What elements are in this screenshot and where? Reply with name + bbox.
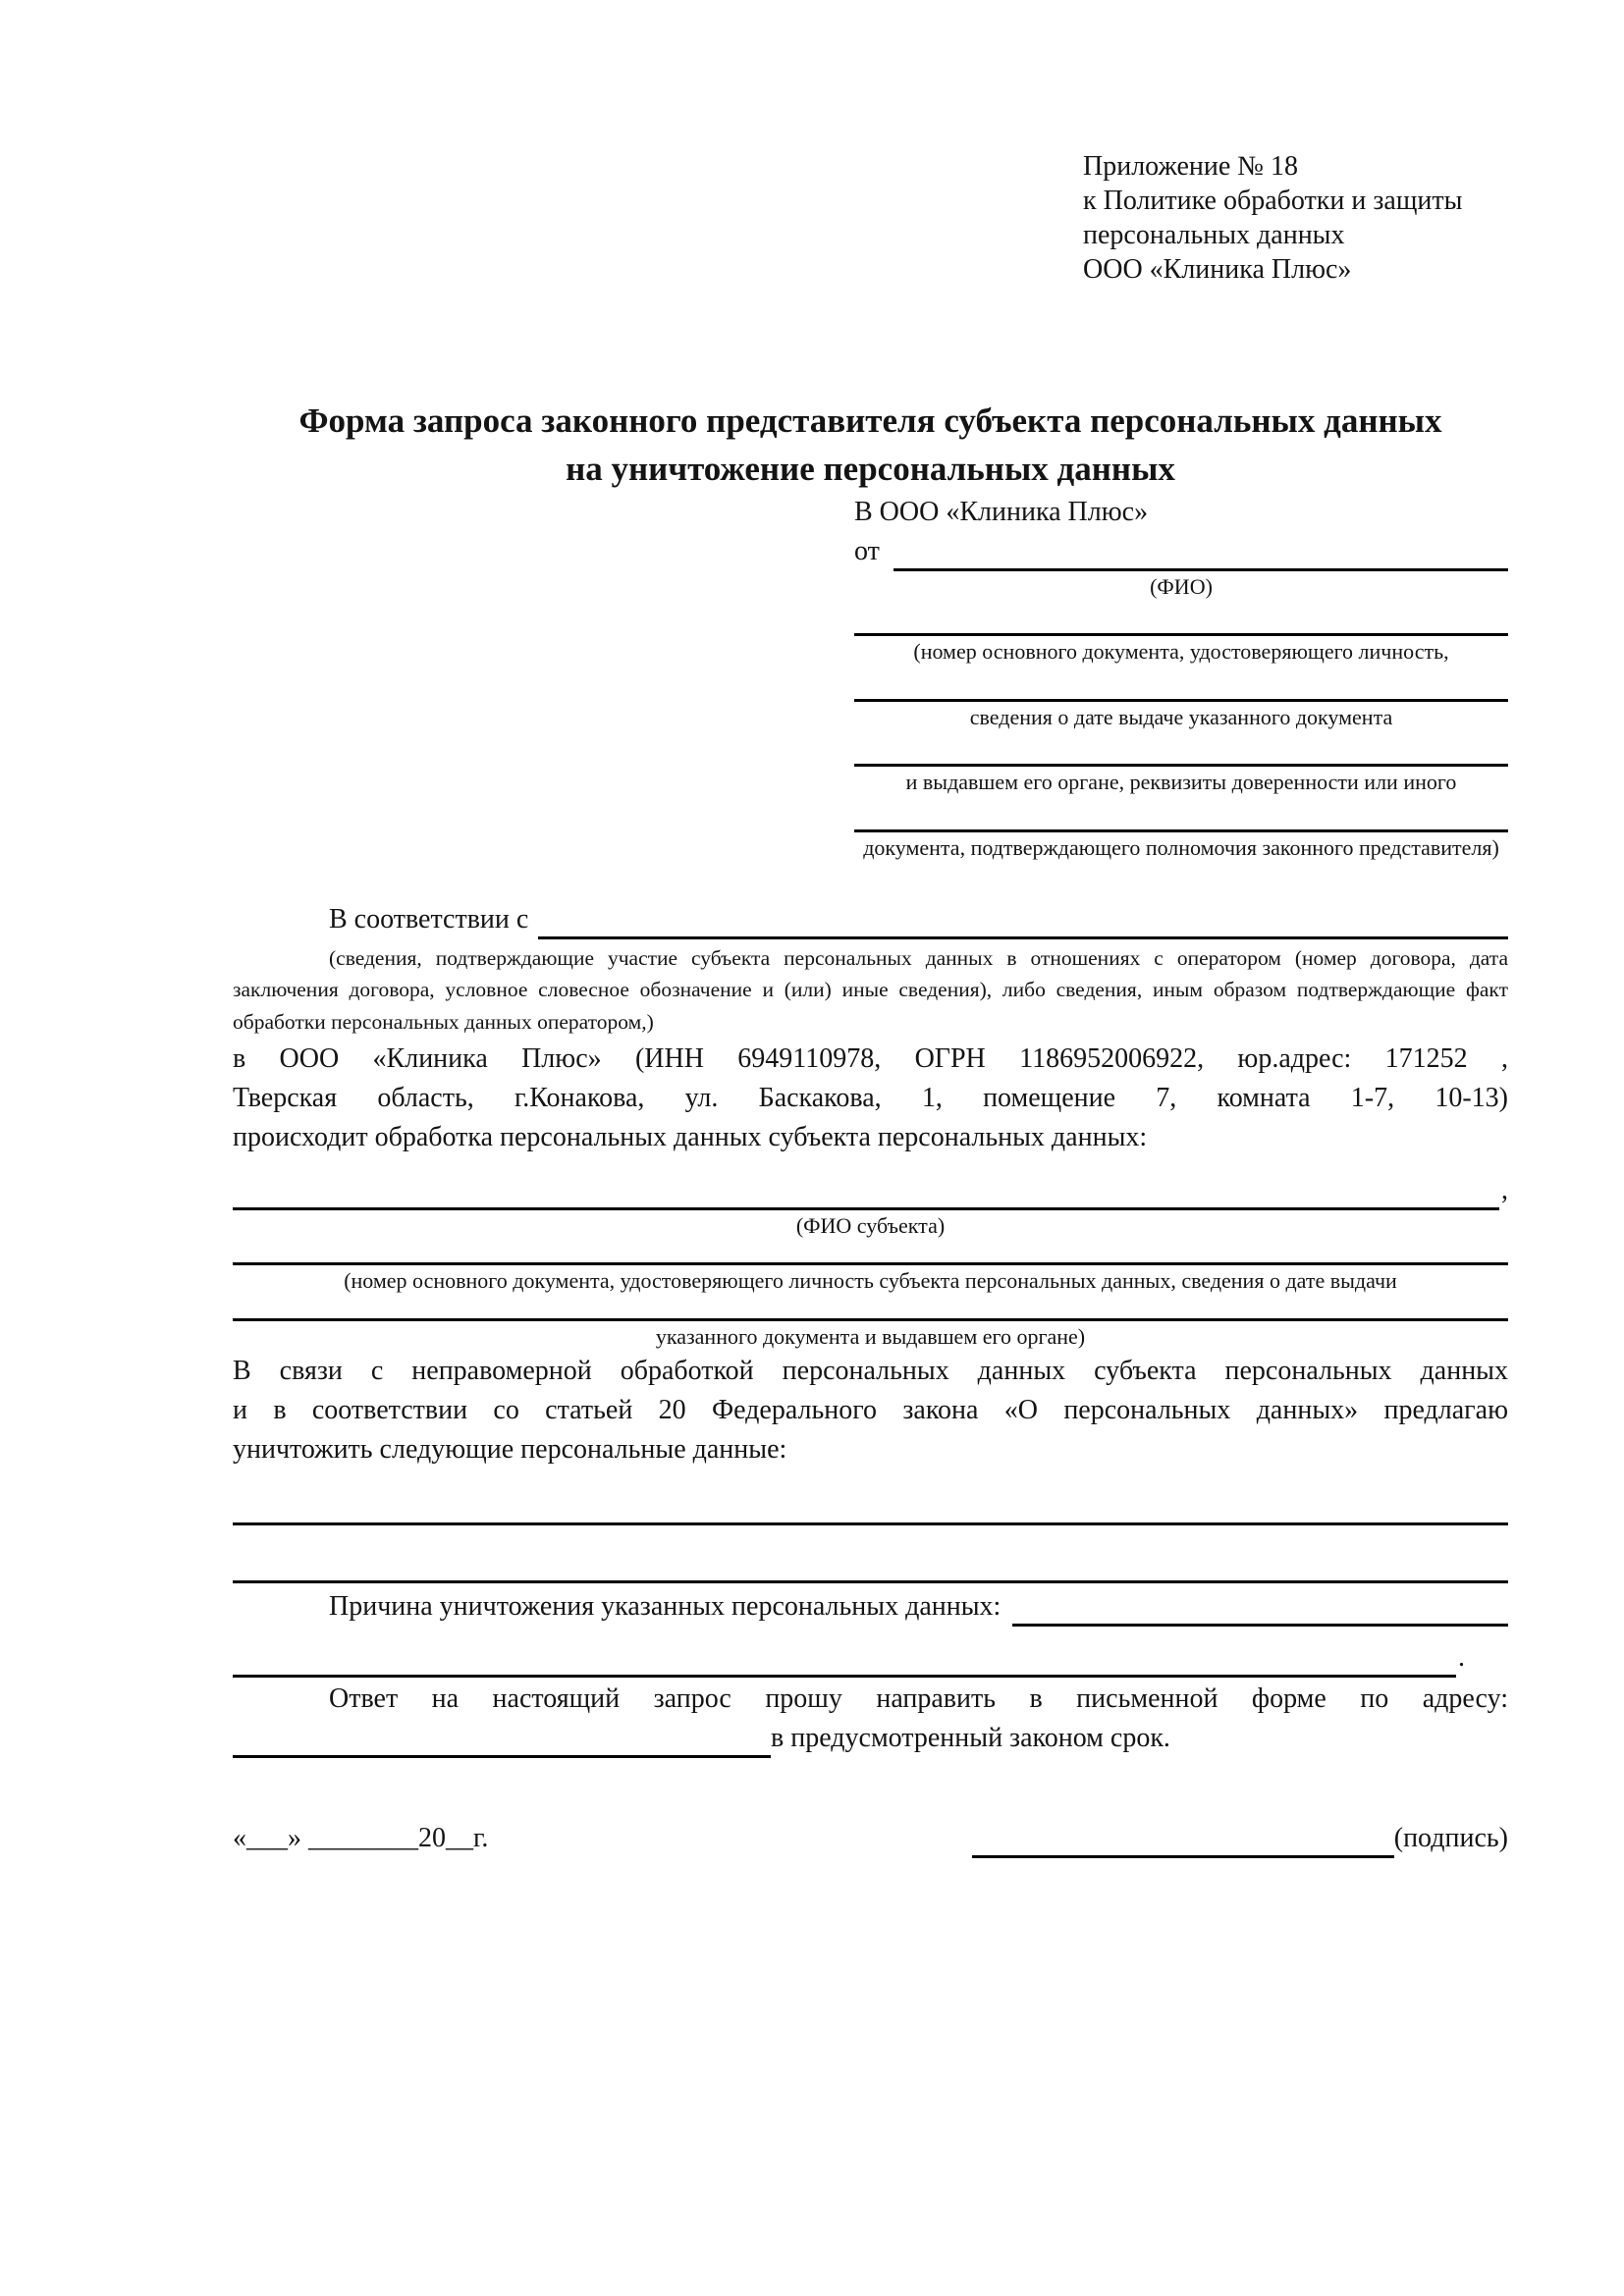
representative-name-blank-line bbox=[893, 539, 1508, 571]
issue-date-blank-line bbox=[854, 673, 1508, 702]
accordance-blank-line bbox=[538, 907, 1508, 939]
answer-tail-text: в предусмотренный законом срок. bbox=[771, 1723, 1170, 1754]
reason-label: Причина уничтожения указанных персональных данных: bbox=[329, 1591, 1001, 1623]
note-line: (сведения, подтверждающие участие субъекта персональных данных в отношениях с оператором (номер договора, дата bbox=[329, 946, 1508, 971]
paragraph-line: происходит обработка персональных данных субъекта персональных данных: bbox=[233, 1121, 1148, 1152]
issuing-authority-caption: и выдавшем его органе, реквизиты доверенности или иного bbox=[905, 770, 1457, 795]
from-label: от bbox=[854, 536, 880, 567]
subject-fio-caption: (ФИО субъекта) bbox=[795, 1212, 946, 1238]
accordance-label: В соответствии с bbox=[329, 904, 529, 935]
note-line: заключения договора, условное словесное обозначение и (или) иные сведения), либо сведения, иным образом подтверждающие факт bbox=[233, 978, 1508, 1002]
power-of-attorney-blank-line bbox=[854, 804, 1508, 832]
paragraph-line: В связи с неправомерной обработкой персональных данных субъекта персональных данных bbox=[233, 1356, 1508, 1387]
address-blank-line bbox=[233, 1726, 771, 1758]
signature-caption: (подпись) bbox=[1393, 1823, 1508, 1854]
addressee-organization: В ООО «Клиника Плюс» bbox=[854, 497, 1149, 527]
data-to-destroy-blank-line-1 bbox=[233, 1487, 1508, 1525]
annex-block bbox=[1083, 149, 1508, 287]
issue-date-caption: сведения о дате выдаче указанного документа bbox=[969, 704, 1393, 729]
subject-document-caption: (номер основного документа, удостоверяющего личность субъекта персональных данных, сведения о дате выдачи bbox=[344, 1268, 1397, 1294]
operator-paragraph bbox=[233, 1040, 1508, 1157]
subject-document-caption-2: указанного документа и выдавшем его органе) bbox=[655, 1323, 1086, 1349]
signature-blank-line bbox=[972, 1826, 1394, 1858]
date-signature-row bbox=[233, 1819, 1508, 1858]
document-title bbox=[233, 397, 1508, 493]
document-number-caption: (номер основного документа, удостоверяющего личность, bbox=[913, 639, 1449, 665]
issuing-authority-blank-line bbox=[854, 738, 1508, 767]
note-line: обработки персональных данных оператором,) bbox=[233, 1009, 654, 1034]
signature-group bbox=[972, 1819, 1508, 1858]
annex-line: ООО «Клиника Плюс» bbox=[1083, 254, 1352, 285]
answer-paragraph: Ответ на настоящий запрос прошу направить в письменной форме по адресу: bbox=[329, 1683, 1508, 1715]
annex-line: персональных данных bbox=[1083, 220, 1345, 250]
trailing-period: . bbox=[1458, 1642, 1465, 1674]
accordance-note bbox=[233, 942, 1508, 1038]
representative-document-number-blank-line bbox=[854, 608, 1508, 636]
paragraph-line: в ООО «Клиника Плюс» (ИНН 6949110978, ОГРН 1186952006922, юр.адрес: 171252 , bbox=[233, 1042, 1508, 1074]
request-paragraph bbox=[233, 1352, 1508, 1469]
data-to-destroy-blank-line-2 bbox=[233, 1525, 1508, 1583]
subject-name-row bbox=[233, 1171, 1508, 1210]
annex-line: к Политике обработки и защиты bbox=[1083, 186, 1463, 216]
subject-document-blank-line-2 bbox=[233, 1295, 1508, 1321]
annex-line: Приложение № 18 bbox=[1083, 151, 1298, 182]
reason-blank-line bbox=[1012, 1594, 1508, 1627]
fio-caption: (ФИО) bbox=[1150, 574, 1213, 600]
answer-address-row bbox=[233, 1719, 1508, 1758]
paragraph-line: Тверская область, г.Конакова, ул. Баскакова, 1, помещение 7, комната 1-7, 10-13) bbox=[233, 1082, 1508, 1113]
from-row bbox=[854, 532, 1508, 571]
reason-continuation-row bbox=[233, 1638, 1508, 1678]
reason-blank-line-2 bbox=[233, 1645, 1456, 1678]
subject-name-blank-line bbox=[233, 1174, 1499, 1210]
subject-document-blank-line bbox=[233, 1239, 1508, 1265]
paragraph-line: и в соответствии со статьей 20 Федерального закона «О персональных данных» предлагаю bbox=[233, 1395, 1508, 1426]
trailing-comma: , bbox=[1501, 1174, 1508, 1205]
title-line-2: на уничтожение персональных данных bbox=[566, 450, 1175, 488]
reason-row bbox=[233, 1587, 1508, 1627]
paragraph-line: уничтожить следующие персональные данные: bbox=[233, 1434, 787, 1466]
power-of-attorney-caption: документа, подтверждающего полномочия законного представителя) bbox=[863, 834, 1499, 860]
addressee-block bbox=[854, 493, 1508, 861]
accordance-row bbox=[233, 900, 1508, 939]
title-line-1: Форма запроса законного представителя субъекта персональных данных bbox=[298, 401, 1442, 440]
date-blank-text: «___» ________20__г. bbox=[233, 1823, 489, 1854]
